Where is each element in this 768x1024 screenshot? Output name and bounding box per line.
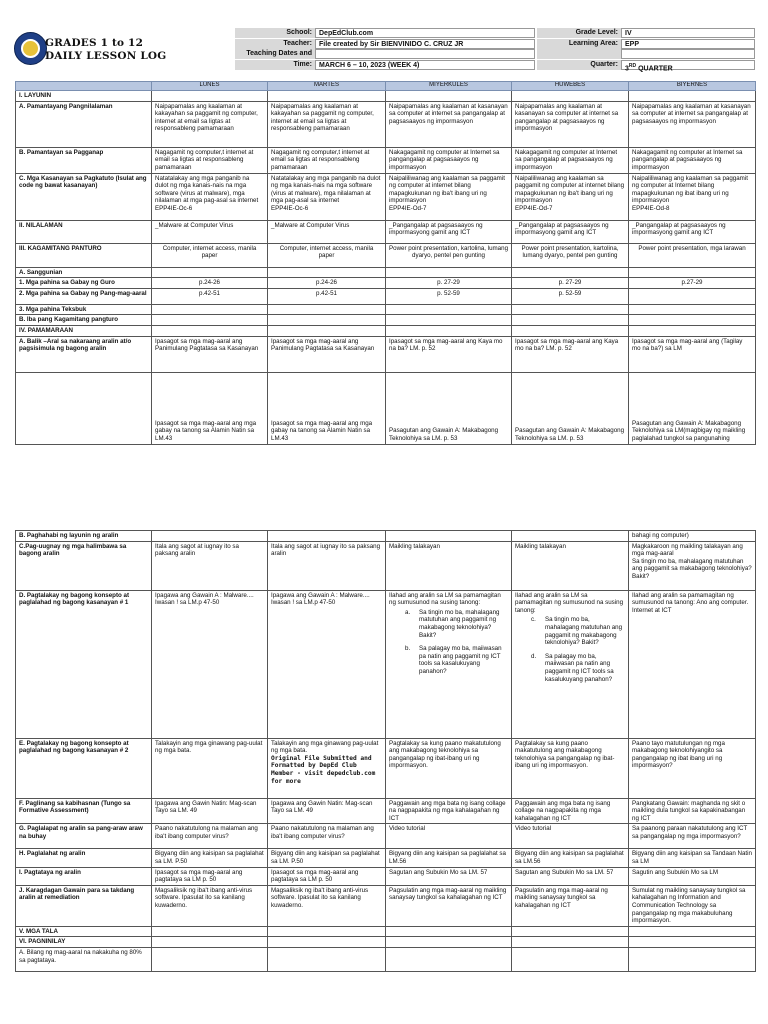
cell-lunes [152,947,268,971]
question-list [515,616,625,683]
cell-miyerkules [386,315,512,326]
cell-huwebes [512,947,629,971]
cell-huwebes: Video tutorial [512,824,629,849]
cell-huwebes: Pasagutan ang Gawain A: Makabagong Teknolohiya sa LM. p. 53 [512,372,629,444]
row-label: B. Pamantayan sa Pagganap [16,147,152,173]
table-row [16,288,756,304]
cell-biyernes: Naipaliliwanag ang kaalaman sa paggamit ng computer at Internet bilang mapagkukunan ng ibat ibang uri ng impormasyon EPP4IE-Od-8 [629,173,756,220]
cell-biyernes [629,288,756,304]
cell-biyernes: Magkakaroon ng maikling talakayan ang mga mag-aaral Sa tingin mo ba, mahalagang matutuhan ang paggamit sa makabagong teknolohiya? Bakit? [629,541,756,590]
cell-biyernes [629,267,756,278]
cell-lunes [152,267,268,278]
cell-huwebes: Naipapamalas ang kaalaman at kasanayan sa computer at internet sa pangangalap at pagsasaayos ng impormasyon [512,101,629,147]
cell-martes [268,267,386,278]
row-label [16,372,152,444]
row-label: D. Pagtalakay ng bagong konsepto at paglalahad ng bagong kasanayan # 1 [16,590,152,738]
dates-label-1: Teaching Dates and [235,49,315,59]
cell-martes: Naipapamalas ang kaalaman at kakayahan sa paggamit ng computer, internet at email sa ligtas at responsableng pamamaraan [268,101,386,147]
cell-miyerkules: Ipasagot sa mga mag-aaral ang Kaya mo na ba? LM. p. 52 [386,336,512,372]
cell-miyerkules: Paggawain ang mga bata ng isang collage na nagpapakita ng mga kahalagahan ng ICT [386,798,512,824]
cell-martes: p.24-26 [268,278,386,289]
cell-martes [268,304,386,315]
grade-value: IV [621,28,755,38]
row-label: F. Paglinang sa kabihasnan (Tungo sa Formative Assessment) [16,798,152,824]
table-row [16,267,756,278]
cell-miyerkules: Power point presentation, kartolina, lumang dyaryo, pentel pen gunting [386,243,512,267]
cell-lunes: Nagagamit ng computer,t internet at email sa ligtas at responsableng pamamaraan [152,147,268,173]
list-item: c. Sa tingin mo ba, mahalagang matutuhan ang paggamit ng makabagong teknolohiya? Bakit? [531,616,623,647]
lesson-table-page-2 [15,530,756,972]
dates-label-2: Time: [235,60,315,70]
cell-lunes: Itala ang sagot at iugnay ito sa paksang aralin [152,541,268,590]
cell-huwebes: Ilahad ang aralin sa LM sa pamamagitan ng sumusunod na susing tanong: c. Sa tingin mo ba, mahalagang matutuhan ang paggamit ng makabagong teknolohiya? Bakit? d. Sa palagay mo ba, maiiwasan pa natin ang paggamit ng ICT tools sa kasalukuyang panahon? [512,590,629,738]
table-row [16,147,756,173]
cell-miyerkules [386,267,512,278]
cell-huwebes: Naipaliliwanag ang kaalaman sa paggamit ng computer at internet bilang mapagkukunan ng iba't ibang uri ng impormasyon EPP4IE-Od-7 [512,173,629,220]
row-label: H. Paglalahat ng aralin [16,849,152,867]
cell-huwebes [512,325,629,336]
cell-lunes: _Malware at Computer Virus [152,220,268,243]
table-row [16,738,756,798]
row-label: V. MGA TALA [16,926,152,937]
teacher-value: File created by Sir BIENVINIDO C. CRUZ JR [315,39,535,49]
cell-lunes [152,91,268,102]
cell-lunes: Computer, internet access, manila paper [152,243,268,267]
cell-biyernes [629,304,756,315]
cell-lunes [152,304,268,315]
table-row [16,91,756,102]
cell-miyerkules: Ilahad ang aralin sa LM sa pamamagitan ng sumusunod na susing tanong: a. Sa tingin mo ba, mahalagang matutuhan ang paggamit ng makabagong teknolohiya? Bakit? b. Sa palagay mo ba, maiiwasan pa natin ang paggamit ng ICT tools sa kasalukuyang panahon? [386,590,512,738]
cell-miyerkules [386,926,512,937]
quarter-value: 3RD QUARTER [621,60,755,70]
cell-martes: Ipagawa ang Gawain A : Malware.... Iwasan ! sa LM.p 47-50 [268,590,386,738]
lesson-table-page-1 [15,81,756,445]
cell-martes: Talakayin ang mga ginawang pag-uulat ng mga bata. Original File Submitted and Formatted by DepEd Club Member - visit depedclub.com for more [268,738,386,798]
quarter-row [537,60,755,70]
cell-martes [268,937,386,948]
area-value: EPP [621,39,755,49]
cell-biyernes: Sumulat ng maikling sanaysay tungkol sa kahalagahan ng Information and Communication Technology sa pangangalap ng mga makabuluhang impormasyon. [629,885,756,926]
row-label: C. Mga Kasanayan sa Pagkatuto (Isulat ang code ng bawat kasanayan) [16,173,152,220]
cell-lunes: Ipasagot sa mga mag-aaral ang Panimulang Pagtatasa sa Kasanayan [152,336,268,372]
table-row [16,798,756,824]
row-label: 1. Mga pahina sa Gabay ng Guro [16,278,152,289]
watermark-note: Original File Submitted and Formatted by DepEd Club Member - visit depedclub.com for more [271,754,376,785]
cell-lunes: Ipagawa ang Gawain A : Malware.... Iwasan ! sa LM.p 47-50 [152,590,268,738]
table-row [16,315,756,326]
cell-biyernes: p.27-29 [629,278,756,289]
school-value: DepEdClub.com [315,28,535,38]
day-header-martes: MARTES [268,82,386,91]
cell-lunes: Ipasagot sa mga mag-aaral ang mga gabay na tanong sa Alamin Natin sa LM.43 [152,372,268,444]
cell-biyernes [629,325,756,336]
dates-value: MARCH 6 – 10, 2023 (WEEK 4) [315,60,535,70]
cell-miyerkules: Pagsulatin ang mga mag-aaral ng maikling sanaysay tungkol sa kahalagahan ng ICT [386,885,512,926]
teacher-row [235,39,535,49]
cell-huwebes [512,926,629,937]
cell-biyernes: Pasagutan ang Gawain A: Makabagong Teknolohiya sa LM(magbigay ng maikling paglalahad tungkol sa pangunahing [629,372,756,444]
cell-miyerkules: Pagtalakay sa kung paano makatutulong ang makabagong teknolohiya sa pangangalap ng ibat-ibang uri ng impormasyon. [386,738,512,798]
cell-biyernes: Sagutin ang Subukin Mo sa LM [629,867,756,885]
cell-martes: Ipagawa ang Gawin Natin: Mag-scan Tayo sa LM. 49 [268,798,386,824]
cell-miyerkules [386,937,512,948]
cell-biyernes: bahagi ng computer) [629,531,756,542]
cell-lunes: p.42-51 [152,288,268,304]
cell-lunes: Paano nakatutulong na malaman ang iba't ibang computer virus? [152,824,268,849]
cell-miyerkules [386,325,512,336]
cell-martes: p.42-51 [268,288,386,304]
row-label: A. Bilang ng mag-aaral na nakakuha ng 80% sa pagtataya. [16,947,152,971]
row-label: B. Iba pang Kagamitang pangturo [16,315,152,326]
table-row [16,531,756,542]
cell-huwebes [512,304,629,315]
cell-miyerkules: Video tutorial [386,824,512,849]
cell-martes: Itala ang sagot at iugnay ito sa paksang aralin [268,541,386,590]
row-label: J. Karagdagan Gawain para sa takdang aralin at remediation [16,885,152,926]
table-row [16,926,756,937]
cell-biyernes: Paano tayo matutulungan ng mga makabagong teknolohiyangito sa pangangalap ng ibat ibang uri ng impormasyon? [629,738,756,798]
cell-martes [268,325,386,336]
cell-miyerkules: Naipapamalas ang kaalaman at kasanayan sa computer at internet sa pangangalap at pagsasaayos ng impormasyon [386,101,512,147]
cell-lunes [152,325,268,336]
cell-miyerkules: Sagutan ang Subukin Mo sa LM. 57 [386,867,512,885]
cell-lunes: Talakayin ang mga ginawang pag-uulat ng mga bata. [152,738,268,798]
cell-biyernes: Ilahad ang aralin sa pamamagitan ng sumusunod na tanong: Ano ang computer. Internet at ICT [629,590,756,738]
table-row [16,220,756,243]
cell-miyerkules [386,91,512,102]
cell-biyernes: Bigyang diin ang kaisipan sa Tandaan Natin sa LM [629,849,756,867]
cell-biyernes [629,947,756,971]
row-label: A. Balik –Aral sa nakaraang aralin at/o pagsisimula ng bagong aralin [16,336,152,372]
cell-huwebes: Ipasagot sa mga mag-aaral ang Kaya mo na ba? LM. p. 52 [512,336,629,372]
table-row [16,885,756,926]
cell-miyerkules [386,947,512,971]
question-list [389,609,508,676]
document-title: GRADES 1 to 12 DAILY LESSON LOG [45,37,167,62]
cell-lunes: Ipasagot sa mga mag-aaral ang pagtataya sa LM p. 50 [152,867,268,885]
cell-biyernes: Naipapamalas ang kaalaman at kasanayan sa computer at internet sa pangangalap at pagsasaayos ng impormasyon [629,101,756,147]
list-item: b. Sa palagay mo ba, maiiwasan pa natin ang paggamit ng ICT tools sa kasalukuyang panahon? [405,645,502,675]
list-item: a. Sa tingin mo ba, mahalagang matutuhan ang paggamit ng makabagong teknolohiya? Bakit? [405,608,500,639]
cell-lunes: Magsaliksik ng iba't ibang anti-virus software. Ipasulat ito sa kanilang kuwaderno. [152,885,268,926]
row-label: VI. PAGNINILAY [16,937,152,948]
cell-huwebes [512,315,629,326]
cell-biyernes: Power point presentation, mga larawan [629,243,756,267]
cell-lunes: Bigyang diin ang kaisipan sa paglalahat sa LM. P.50 [152,849,268,867]
cell-miyerkules: _Pangangalap at pagsasaayos ng impormasyong gamit ang ICT [386,220,512,243]
table-row [16,867,756,885]
cell-huwebes [512,937,629,948]
cell-miyerkules: p. 27-29 [386,278,512,289]
cell-huwebes: p. 27-29 [512,278,629,289]
cell-lunes [152,926,268,937]
cell-huwebes: Paggawain ang mga bata ng isang collage na nagpapakita ng mga kahalagahan ng ICT [512,798,629,824]
cell-biyernes: Nakagagamit ng computer at Internet sa pangangalap at pagsasaayos ng impormasyon [629,147,756,173]
cell-biyernes [629,315,756,326]
cell-lunes: Ipagawa ang Gawin Natin: Mag-scan Tayo sa LM. 49 [152,798,268,824]
day-header-row [16,82,756,91]
grade-label: Grade Level: [537,28,621,38]
row-label: 3. Mga pahina Teksbuk [16,304,152,315]
cell-martes [268,315,386,326]
row-label: I. LAYUNIN [16,91,152,102]
header-right-fields [537,28,755,70]
table-row [16,243,756,267]
cell-martes: _Malware at Computer Virus [268,220,386,243]
row-label: IV. PAMAMARAAN [16,325,152,336]
cell-huwebes [512,91,629,102]
header-left-fields [235,28,535,70]
dates-row [235,60,535,70]
day-header-lunes: LUNES [152,82,268,91]
cell-lunes: Natatalakay ang mga panganib na dulot ng mga kanais-nais na mga software (virus at malware), mga nilalaman at mga pag-asal sa internet EPP4IE-Oc-6 [152,173,268,220]
table-row [16,937,756,948]
cell-martes [268,947,386,971]
cell-miyerkules: Nakagagamit ng computer at Internet sa pangangalap at pagsasaayos ng impormasyon [386,147,512,173]
cell-biyernes: _Pangangalap at pagsasaayos ng impormasyong gamit ang ICT [629,220,756,243]
table-row [16,336,756,372]
cell-lunes [152,315,268,326]
table-row [16,590,756,738]
table-row [16,173,756,220]
cell-huwebes: Power point presentation, kartolina, lumang dyaryo, pentel pen gunting [512,243,629,267]
cell-martes: Ipasagot sa mga mag-aaral ang pagtataya sa LM p. 50 [268,867,386,885]
list-item: d. Sa palagay mo ba, maiiwasan pa natin ang paggamit ng ICT tools sa kasalukuyang panahon? [531,652,614,683]
day-header-huwebes: HUWEBES [512,82,629,91]
cell-martes: Ipasagot sa mga mag-aaral ang mga gabay na tanong sa Alamin Natin sa LM.43 [268,372,386,444]
row-label: C.Pag-uugnay ng mga halimbawa sa bagong aralin [16,541,152,590]
cell-miyerkules: Naipaliliwanag ang kaalaman sa paggamit ng computer at internet bilang mapagkukunan ng iba't ibang uri ng impormasyon EPP4IE-Od-7 [386,173,512,220]
cell-lunes: p.24-26 [152,278,268,289]
table-row [16,278,756,289]
table-row [16,304,756,315]
cell-martes [268,91,386,102]
table-row [16,824,756,849]
row-label: A. Sanggunian [16,267,152,278]
cell-martes: Paano nakatutulong na malaman ang iba't ibang computer virus? [268,824,386,849]
area-row [537,39,755,49]
table-row [16,101,756,147]
cell-miyerkules [386,304,512,315]
cell-huwebes: Pagsulatin ang mga mag-aaral ng maikling sanaysay tungkol sa kahalagahan ng ICT [512,885,629,926]
row-label: E. Pagtalakay ng bagong konsepto at paglalahad ng bagong kasanayan # 2 [16,738,152,798]
cell-biyernes: Sa paanong paraan nakatutulong ang ICT sa pangangalap ng mga impormasyon? [629,824,756,849]
deped-seal-icon [14,32,47,65]
cell-martes: Bigyang diin ang kaisipan sa paglalahat sa LM. P.50 [268,849,386,867]
table-row [16,849,756,867]
day-header-biyernes: BIYERNES [629,82,756,91]
table-row [16,947,756,971]
cell-miyerkules: p. 52-59 [386,288,512,304]
cell-huwebes: Bigyang diin ang kaisipan sa paglalahat sa LM.56 [512,849,629,867]
quarter-label: Quarter: [537,60,621,70]
school-label: School: [235,28,315,38]
cell-huwebes: _Pangangalap at pagsasaayos ng impormasyong gamit ang ICT [512,220,629,243]
table-row [16,372,756,444]
cell-miyerkules: Pasagutan ang Gawain A: Makabagong Teknolohiya sa LM. p. 53 [386,372,512,444]
cell-biyernes [629,926,756,937]
row-label: I. Pagtataya ng aralin [16,867,152,885]
row-label: G. Paglalapat ng aralin sa pang-araw araw na buhay [16,824,152,849]
cell-martes [268,926,386,937]
cell-huwebes: Pagtalakay sa kung paano makatutulong ang makabagong teknolohiya sa pangangalap ng ibat-ibang uri ng impormasyon. [512,738,629,798]
row-label: 2. Mga pahina sa Gabay ng Pang-mag-aaral [16,288,152,304]
cell-martes: Nagagamit ng computer,t internet at email sa ligtas at responsableng pamamaraan [268,147,386,173]
cell-huwebes: p. 52-59 [512,288,629,304]
row-label: II. NILALAMAN [16,220,152,243]
table-row [16,325,756,336]
cell-miyerkules: Bigyang diin ang kaisipan sa paglalahat sa LM.56 [386,849,512,867]
table-row [16,541,756,590]
day-header-miyerkules: MIYERKULES [386,82,512,91]
cell-martes: Ipasagot sa mga mag-aaral ang Panimulang Pagtatasa sa Kasanayan [268,336,386,372]
cell-biyernes [629,91,756,102]
cell-biyernes: Ipasagot sa mga mag-aaral ang (Tagilay mo na ba?) sa LM [629,336,756,372]
cell-martes: Natatalakay ang mga panganib na dulot ng mga kanais-nais na mga software (virus at malware), mga nilalaman at mga pag-asal sa internet EPP4IE-Oc-6 [268,173,386,220]
cell-lunes [152,937,268,948]
row-label: B. Paghahabi ng layunin ng aralin [16,531,152,542]
grade-row [537,28,755,38]
row-label: III. KAGAMITANG PANTURO [16,243,152,267]
school-row [235,28,535,38]
dates-label-row [235,49,535,59]
cell-miyerkules: Maikling talakayan [386,541,512,590]
row-label: A. Pamantayang Pangnilalaman [16,101,152,147]
cell-lunes: Naipapamalas ang kaalaman at kakayahan sa paggamit ng computer, internet at email sa ligtas at responsableng pamamaraan [152,101,268,147]
cell-huwebes: Maikling talakayan [512,541,629,590]
teacher-label: Teacher: [235,39,315,49]
cell-martes: Magsaliksik ng iba't ibang anti-virus software. Ipasulat ito sa kanilang kuwaderno. [268,885,386,926]
cell-martes: Computer, internet access, manila paper [268,243,386,267]
area-label: Learning Area: [537,39,621,49]
cell-huwebes: Sagutan ang Subukin Mo sa LM. 57 [512,867,629,885]
cell-biyernes: Pangkatang Gawain: maghanda ng skit o maikling dula tungkol sa kapakinabangan ng ICT [629,798,756,824]
cell-biyernes [629,937,756,948]
cell-huwebes: Nakagagamit ng computer at Internet sa pangangalap at pagsasaayos ng impormasyon [512,147,629,173]
cell-huwebes [512,267,629,278]
